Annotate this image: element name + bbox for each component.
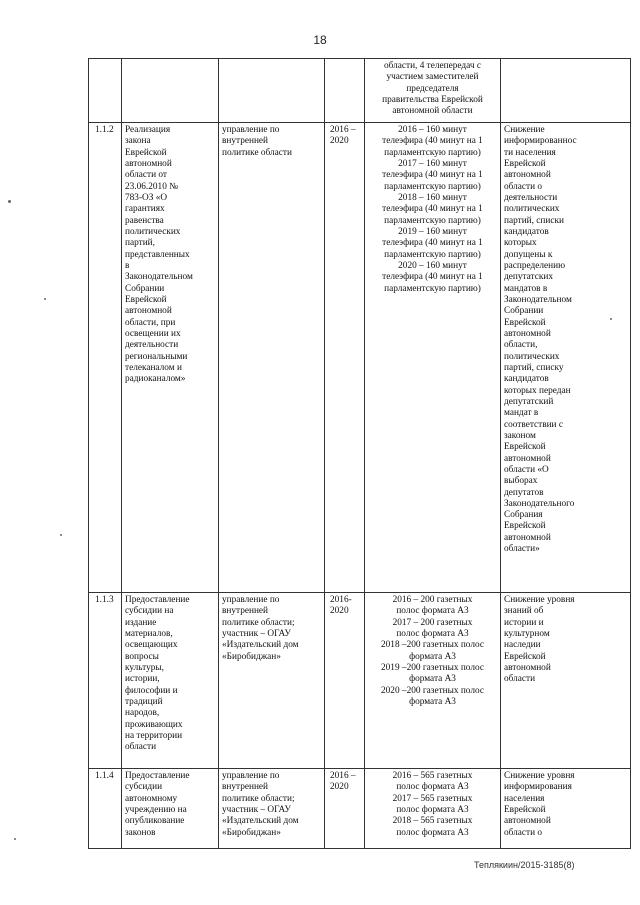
- result-line: Еврейской: [504, 158, 546, 169]
- indicator-line: области, 4 телепередач с: [383, 61, 482, 71]
- indicator-cell: [365, 593, 501, 769]
- measure-name-line: Еврейской: [125, 294, 167, 305]
- scan-speck: [610, 318, 612, 320]
- period-line: 2020: [330, 606, 349, 617]
- indicator-line: 2018 –200 газетных полос: [381, 640, 484, 651]
- indicator-line: парламентскую партию): [384, 181, 481, 192]
- indicator-line: формата А3: [409, 696, 456, 707]
- measure-name-line: на территории: [125, 730, 183, 741]
- executor-line: управление по: [222, 595, 280, 605]
- period-cell: [325, 769, 365, 849]
- indicator-line: телеэфира (40 минут на 1: [382, 272, 483, 283]
- result-line: ти населения: [504, 147, 556, 158]
- indicator-line: формата А3: [409, 674, 456, 685]
- measure-name-cell: [122, 593, 219, 769]
- result-line: Снижение уровня: [504, 771, 575, 781]
- executor-line: управление по: [222, 125, 280, 135]
- measure-name-line: культуры,: [125, 662, 164, 673]
- executor-line: политике области;: [222, 617, 295, 628]
- measure-name-line: Реализация: [125, 125, 171, 135]
- document-code: Теплякиин/2015-3185(8): [474, 860, 575, 870]
- indicator-line: 2016 – 565 газетных: [392, 771, 473, 781]
- measure-name-line: закона: [125, 136, 151, 147]
- result-line: области,: [504, 340, 538, 351]
- result-cell: [501, 123, 631, 593]
- result-line: автономной: [504, 328, 551, 339]
- measure-name-line: проживающих: [125, 719, 183, 730]
- measure-name-line: гарантиях: [125, 204, 165, 215]
- table-row: [89, 593, 631, 769]
- measure-name-line: представленных: [125, 249, 190, 260]
- executor-line: «Биробиджан»: [222, 827, 281, 838]
- measure-name-line: 783-ОЗ «О: [125, 192, 168, 203]
- result-line: депутатских: [504, 272, 553, 283]
- result-line: распределению: [504, 260, 566, 271]
- period-line: 2020: [330, 782, 349, 793]
- executor-line: внутренней: [222, 136, 269, 147]
- executor-cell: [219, 59, 325, 123]
- indicator-line: 2017 – 200 газетных: [392, 617, 473, 628]
- measure-name-line: 23.06.2010 №: [125, 181, 179, 192]
- result-line: депутатов: [504, 487, 544, 498]
- result-line: Собрания: [504, 510, 543, 521]
- result-line: области «О: [504, 464, 549, 475]
- measure-name-line: Собрании: [125, 283, 165, 294]
- result-line: культурном: [504, 628, 550, 639]
- indicator-line: 2019 –200 газетных полос: [381, 662, 484, 673]
- scan-speck: [14, 838, 16, 840]
- scan-speck: [60, 534, 62, 536]
- measure-name-line: области, при: [125, 317, 176, 328]
- executor-line: участник – ОГАУ: [222, 804, 291, 815]
- measure-name-line: субсидии: [125, 782, 163, 793]
- result-line: области о: [504, 827, 543, 838]
- executor-line: «Биробиджан»: [222, 651, 281, 662]
- result-line: деятельности: [504, 192, 558, 203]
- measure-name-line: партий,: [125, 238, 155, 249]
- result-line: политических: [504, 204, 560, 215]
- indicator-line: 2020 –200 газетных полос: [381, 685, 484, 696]
- measure-name-cell: [122, 769, 219, 849]
- measure-name-line: Предоставление: [125, 771, 190, 781]
- measure-name-line: радиоканалом»: [125, 374, 186, 385]
- executor-line: внутренней: [222, 606, 269, 617]
- indicator-line: парламентскую партию): [384, 147, 481, 158]
- scan-speck: [8, 200, 11, 203]
- result-line: допущены к: [504, 249, 553, 260]
- result-line: депутатский: [504, 396, 554, 407]
- measure-name-line: опубликование: [125, 816, 185, 827]
- executor-line: «Издательский дом: [222, 816, 299, 827]
- period-cell: [325, 123, 365, 593]
- indicator-line: 2016 – 160 минут: [398, 125, 467, 135]
- executor-line: участник – ОГАУ: [222, 628, 291, 639]
- period-line: 2016 –: [330, 771, 356, 781]
- result-line: знаний об: [504, 606, 544, 617]
- measure-name-line: автономной: [125, 306, 172, 317]
- result-line: мандатов в: [504, 283, 548, 294]
- indicator-line: телеэфира (40 минут на 1: [382, 170, 483, 181]
- row-number-cell: 1.1.4: [89, 769, 122, 849]
- result-line: области о: [504, 181, 543, 192]
- result-line: автономной: [504, 453, 551, 464]
- row-number-cell: 1.1.2: [89, 123, 122, 593]
- table-row: [89, 769, 631, 849]
- executor-line: управление по: [222, 771, 280, 781]
- indicator-line: председателя: [406, 83, 459, 94]
- program-table: [88, 58, 631, 849]
- indicator-line: парламентскую партию): [384, 249, 481, 260]
- indicator-line: телеэфира (40 минут на 1: [382, 238, 483, 249]
- indicator-line: 2020 – 160 минут: [398, 260, 467, 271]
- result-cell: [501, 769, 631, 849]
- indicator-line: полос формата А3: [396, 782, 469, 793]
- result-line: Еврейской: [504, 317, 546, 328]
- result-line: политических: [504, 351, 560, 362]
- period-line: 2020: [330, 136, 349, 147]
- result-line: которых: [504, 238, 537, 249]
- measure-name-line: деятельности: [125, 340, 179, 351]
- indicator-line: телеэфира (40 минут на 1: [382, 136, 483, 147]
- result-line: информирования: [504, 782, 572, 793]
- indicator-line: телеэфира (40 минут на 1: [382, 204, 483, 215]
- period-line: 2016-: [330, 595, 352, 605]
- result-line: Снижение уровня: [504, 595, 575, 605]
- indicator-cell: [365, 769, 501, 849]
- measure-name-line: материалов,: [125, 628, 173, 639]
- executor-cell: [219, 593, 325, 769]
- indicator-line: 2017 – 565 газетных: [392, 793, 473, 804]
- result-line: партий, списку: [504, 362, 564, 373]
- period-cell: [325, 593, 365, 769]
- period-line: 2016 –: [330, 125, 356, 135]
- result-line: выборах: [504, 476, 538, 487]
- indicator-line: парламентскую партию): [384, 215, 481, 226]
- page-number: 18: [313, 33, 327, 47]
- executor-line: политике области;: [222, 793, 295, 804]
- measure-name-cell: [122, 59, 219, 123]
- result-line: которых передан: [504, 385, 571, 396]
- measure-name-line: Законодательном: [125, 272, 193, 283]
- row-number-cell: [89, 59, 122, 123]
- result-line: населения: [504, 793, 545, 804]
- indicator-line: 2019 – 160 минут: [398, 226, 467, 237]
- table-row: [89, 123, 631, 593]
- result-line: наследии: [504, 640, 541, 651]
- period-cell: [325, 59, 365, 123]
- scan-speck: [44, 298, 46, 300]
- executor-cell: [219, 769, 325, 849]
- indicator-line: участием заместителей: [386, 72, 479, 83]
- measure-name-line: Еврейской: [125, 147, 167, 158]
- result-line: соответствии с: [504, 419, 563, 430]
- result-line: автономной: [504, 816, 551, 827]
- executor-line: политике области: [222, 147, 292, 158]
- result-line: Еврейской: [504, 442, 546, 453]
- indicator-line: 2016 – 200 газетных: [392, 595, 473, 605]
- measure-name-line: традиций: [125, 696, 163, 707]
- indicator-cell: [365, 59, 501, 123]
- result-line: информированнос: [504, 136, 577, 147]
- indicator-line: полос формата А3: [396, 804, 469, 815]
- indicator-line: формата А3: [409, 651, 456, 662]
- indicator-line: полос формата А3: [396, 628, 469, 639]
- result-line: Законодательном: [504, 294, 572, 305]
- result-line: автономной: [504, 662, 551, 673]
- measure-name-line: региональными: [125, 351, 188, 362]
- result-line: истории и: [504, 617, 544, 628]
- executor-cell: [219, 123, 325, 593]
- result-cell: [501, 593, 631, 769]
- result-cell: [501, 59, 631, 123]
- measure-name-line: автономному: [125, 793, 178, 804]
- result-line: кандидатов: [504, 374, 549, 385]
- indicator-line: полос формата А3: [396, 606, 469, 617]
- result-line: Еврейской: [504, 804, 546, 815]
- measure-name-line: субсидии на: [125, 606, 174, 617]
- result-line: законом: [504, 430, 536, 441]
- indicator-line: 2018 – 160 минут: [398, 192, 467, 203]
- measure-name-line: освещении их: [125, 328, 181, 339]
- measure-name-line: учреждению на: [125, 804, 187, 815]
- measure-name-line: издание: [125, 617, 157, 628]
- result-line: партий, списки: [504, 215, 564, 226]
- measure-name-line: равенства: [125, 215, 164, 226]
- measure-name-line: законов: [125, 827, 156, 838]
- result-line: кандидатов: [504, 226, 549, 237]
- measure-name-line: автономной: [125, 158, 172, 169]
- measure-name-line: области: [125, 742, 157, 753]
- indicator-line: автономной области: [392, 106, 473, 117]
- result-line: области: [504, 674, 536, 685]
- executor-line: внутренней: [222, 782, 269, 793]
- result-line: области»: [504, 544, 540, 555]
- result-line: мандат в: [504, 408, 539, 419]
- measure-name-line: философии и: [125, 685, 178, 696]
- result-line: Собрании: [504, 306, 544, 317]
- measure-name-line: телеканалом и: [125, 362, 182, 373]
- measure-name-line: истории,: [125, 674, 160, 685]
- result-line: Законодательного: [504, 498, 575, 509]
- indicator-line: правительства Еврейской: [382, 94, 483, 105]
- executor-line: «Издательский дом: [222, 640, 299, 651]
- indicator-line: 2017 – 160 минут: [398, 158, 467, 169]
- row-number-cell: 1.1.3: [89, 593, 122, 769]
- result-line: автономной: [504, 170, 551, 181]
- result-line: Еврейской: [504, 521, 546, 532]
- measure-name-line: вопросы: [125, 651, 159, 662]
- measure-name-line: освещающих: [125, 640, 178, 651]
- result-line: Снижение: [504, 125, 545, 135]
- table-row: [89, 59, 631, 123]
- measure-name-line: области от: [125, 170, 167, 181]
- indicator-line: парламентскую партию): [384, 283, 481, 294]
- result-line: Еврейской: [504, 651, 546, 662]
- indicator-cell: [365, 123, 501, 593]
- measure-name-line: в: [125, 260, 130, 271]
- indicator-line: 2018 – 565 газетных: [392, 816, 473, 827]
- result-line: автономной: [504, 532, 551, 543]
- measure-name-line: политических: [125, 226, 181, 237]
- measure-name-cell: [122, 123, 219, 593]
- measure-name-line: Предоставление: [125, 595, 190, 605]
- measure-name-line: народов,: [125, 708, 160, 719]
- indicator-line: полос формата А3: [396, 827, 469, 838]
